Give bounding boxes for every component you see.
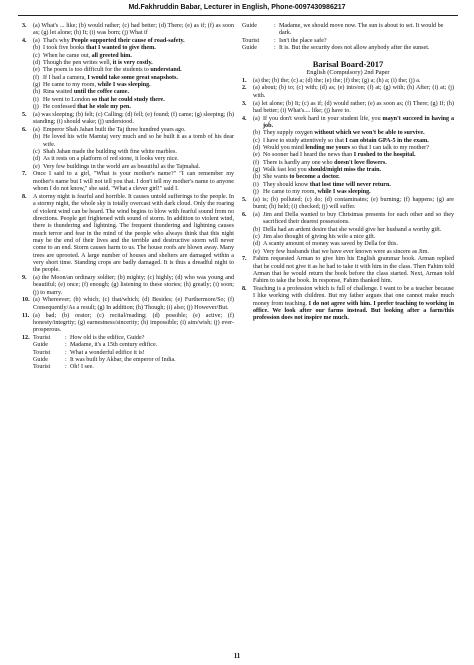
sub-item <box>253 227 454 234</box>
sub-item-plain: If you don't work hard in your student life, you <box>263 115 383 122</box>
sub-item-label: (c) <box>33 149 40 156</box>
sub-item-bold: I would take some great snapshots. <box>87 74 178 81</box>
sub-item-plain: He went to London <box>43 96 92 103</box>
sub-item-bold: so that he could study there. <box>91 96 165 103</box>
dialogue-line <box>33 342 234 349</box>
dialogue-speaker: Guide <box>33 342 48 349</box>
dialogue-colon: : <box>65 334 67 341</box>
question-number: 9. <box>22 275 27 282</box>
sub-item <box>253 167 454 174</box>
dialogue-text: Madame, it's a 15th century edifice. <box>70 342 158 349</box>
sub-item-bold: to become a doctor. <box>289 174 340 181</box>
question-number: 10. <box>22 297 30 304</box>
sub-item <box>253 182 454 189</box>
answer-text: (a) the; (b) the; (c) a; (d) the; (e) the; (f) the; (g) a; (h) a; (i) the; (j) a. <box>253 77 421 84</box>
sub-item-plain: so that I can talk to my mother? <box>350 144 429 151</box>
dialogue-speaker: Guide <box>242 23 257 29</box>
dialogue-text: Isn't the place safe? <box>279 37 327 44</box>
question-item <box>242 116 454 197</box>
sub-item-label: (d) <box>33 60 41 67</box>
question-body <box>33 335 234 372</box>
sub-item-text <box>263 167 454 174</box>
sub-item <box>33 67 234 74</box>
dialogue-colon: : <box>274 45 276 52</box>
sub-item <box>33 82 234 89</box>
sub-item-plain: They supply oxygen <box>263 130 315 137</box>
dialogue-colon: : <box>274 37 276 44</box>
sub-item-label: (b) <box>253 130 261 137</box>
sub-item-bold: that he stole my pen. <box>77 104 131 111</box>
question-number: 6. <box>22 126 27 133</box>
answer-text: (a) bad; (b) orator; (c) recital/reading; (d) possible; (e) active; (f) honesty/integrity; (g) earnestness/sincerity; (h) impossible; (i) aim/wish; (j) ever-prosperous. <box>33 312 234 334</box>
sub-item <box>253 160 454 167</box>
sub-item-bold: it is very costly. <box>112 60 153 67</box>
question-item <box>242 212 454 256</box>
sub-item-bold: People supported their cause of road-safety. <box>71 38 185 45</box>
question-item <box>242 78 454 85</box>
question-body <box>33 23 234 38</box>
question-body <box>253 256 454 285</box>
answer-text: (a) was sleeping; (b) felt; (c) Calling; (d) fell; (e) found; (f) came; (g) sleeping; (h) standing; (i) should wake; (j) understood. <box>33 111 234 126</box>
sub-item-text <box>263 138 454 145</box>
sub-item-text <box>263 116 454 131</box>
sub-item-label: (f) <box>253 159 260 166</box>
dialogue-colon: : <box>65 342 67 349</box>
sub-item <box>253 145 454 152</box>
question-item <box>22 23 234 38</box>
sub-item-text <box>263 174 454 181</box>
sub-item-label: (d) <box>33 156 41 163</box>
sub-item-text <box>43 45 234 52</box>
question-body <box>253 116 454 197</box>
sub-item-bold: that I wanted to give them. <box>86 45 156 52</box>
dialogue-speaker: Guide <box>33 356 48 363</box>
sub-item-label: (a) <box>33 126 40 133</box>
sub-item <box>253 189 454 196</box>
sub-item <box>253 249 454 256</box>
sub-item <box>253 241 454 248</box>
sub-item-label: (a) <box>33 38 40 45</box>
sub-item-text <box>263 182 454 189</box>
sub-item-bold: doesn't love flowers. <box>334 159 387 166</box>
section-subtitle: English (Compulsory) 2nd Paper <box>306 69 390 77</box>
question-body <box>33 112 234 127</box>
sub-item-plain: Rina waited <box>43 89 74 96</box>
dialogue-colon: : <box>65 364 67 371</box>
sub-item-text <box>43 75 234 82</box>
sub-item-label: (c) <box>33 52 40 59</box>
sub-item-label: (i) <box>253 181 259 188</box>
sub-item <box>253 116 454 131</box>
sub-item-plain: He confessed <box>43 104 78 111</box>
dialogue-line <box>33 364 234 371</box>
sub-item-plain: Very few husbands that we have ever known were as sincere as Jim. <box>263 248 429 255</box>
right-column <box>242 23 454 323</box>
sub-item-bold: that lost time will never return. <box>309 181 391 188</box>
question-body <box>253 286 454 323</box>
sub-item-plain: When he came out, <box>43 52 92 59</box>
sub-item-plain: He came to my room, <box>43 82 98 89</box>
dialogue-text: What a wonderful edifice it is! <box>70 349 145 356</box>
sub-item-bold: while I was sleeping. <box>317 189 371 196</box>
sub-item-plain: The poem is too difficult for the students to <box>43 67 151 74</box>
sub-item <box>253 152 454 159</box>
sub-item-label: (h) <box>33 89 41 96</box>
sub-item-label: (h) <box>253 174 261 181</box>
sub-item-plain: If I had a camera, <box>43 74 88 81</box>
sub-item-bold: mayn't succeed in having a job. <box>263 115 454 129</box>
answer-text-bold: I do not agree with him. I prefer teaching to working in office. We look after our farms instead. But looking after a farm/this profession does not inspire me much. <box>253 300 454 322</box>
question-item <box>22 112 234 127</box>
question-item <box>22 275 234 297</box>
sub-item-text <box>263 145 454 152</box>
sub-item-plain: He came to my room, <box>263 189 318 196</box>
page-number: 11 <box>233 652 241 660</box>
sub-item-text <box>43 104 234 111</box>
question-number: 11. <box>22 312 30 319</box>
sub-item-label: (e) <box>33 67 40 74</box>
question-number: 8. <box>242 286 247 293</box>
header-rule <box>18 15 458 16</box>
sub-item-bold: while I was sleeping. <box>97 82 151 89</box>
dialogue-speaker: Tourist <box>242 37 260 44</box>
question-body <box>253 78 454 85</box>
question-body <box>253 212 454 256</box>
sub-item-plain: Walk fast lest you <box>263 167 309 174</box>
question-body <box>33 297 234 312</box>
sub-item-bold: lending me yours <box>305 144 351 151</box>
dialogue-text: It was built by Akbar, the emperor of India. <box>70 356 176 363</box>
question-body <box>253 101 454 116</box>
question-number: 3. <box>242 100 247 107</box>
question-body <box>33 171 234 193</box>
sub-item-plain: Would you mind <box>263 144 306 151</box>
sub-item-text <box>263 249 454 256</box>
sub-item-text <box>43 89 234 96</box>
sub-item <box>253 130 454 137</box>
dialogue-speaker: Tourist <box>33 349 51 356</box>
continued-dialogue <box>242 23 454 52</box>
question-item <box>242 197 454 212</box>
answer-text: Fahim requested Arman to give him his English grammar book. Arman replied that he could not give it as he had to take it with him in the class. Then Fahim told Arman that he would return the book before the class started. Next, Arman told Fahim to take the book. In response, Fahim thanked him. <box>253 256 454 285</box>
answer-text: Once I said to a girl, "What is your mother's name?" "I can remember my mother's name but I will not tell you that. I don't tell my mother's name to anyone whom I do not know," she said. "What a clever girl!" said I. <box>33 171 234 193</box>
sub-item-text <box>263 241 454 248</box>
sub-item-plain: Jim also thought of giving his wife a nice gift. <box>263 233 376 240</box>
question-item <box>22 297 234 312</box>
sub-item-label: (d) <box>253 144 261 151</box>
sub-item <box>33 89 234 96</box>
sub-item-plain: Della had an ardent desire that she would give her husband a worthy gift. <box>263 226 442 233</box>
question-number: 5. <box>242 196 247 203</box>
question-body <box>253 197 454 212</box>
sub-item-text <box>263 189 454 196</box>
sub-item-label: (c) <box>253 233 260 240</box>
sub-item-label: (a) <box>253 115 260 122</box>
sub-item-label: (j) <box>33 104 39 111</box>
left-column <box>22 23 234 372</box>
question-body <box>33 194 234 275</box>
sub-item <box>253 174 454 181</box>
question-item <box>22 171 234 193</box>
answer-text: (a) about; (b) to; (c) with; (d) as; (e) into/on; (f) at; (g) with; (h) After; (i) at; (j) with. <box>253 85 454 99</box>
section-title: Barisal Board-2017 <box>312 59 384 70</box>
dialogue-colon: : <box>65 349 67 356</box>
question-number: 3. <box>22 23 27 29</box>
sub-item-text <box>263 160 454 167</box>
sub-item-plain: That's why <box>43 38 72 45</box>
question-number: 1. <box>242 77 247 84</box>
sub-item-label: (e) <box>33 163 40 170</box>
sub-item-plain: He loved his wife Mamtaj very much and so he built it as a tomb of his dear wife. <box>43 134 234 148</box>
question-number: 2. <box>242 85 247 92</box>
sub-item-bold: I can obtain GPA-5 in the exam. <box>345 137 429 144</box>
sub-item-label: (j) <box>253 189 259 196</box>
sub-item-plain: As it rests on a platform of red stone, it looks very nice. <box>43 156 179 163</box>
right-answers <box>242 78 454 323</box>
sub-item-text <box>43 134 234 149</box>
answer-text: (a) is; (b) polluted; (c) do; (d) contaminates; (e) burning; (f) happens; (g) are burnt; (h) held; (i) checked; (j) will suffer. <box>253 196 454 211</box>
dialogue-text: It is. But the security does not allow anybody after the sunset. <box>279 45 430 52</box>
dialogue-text: Oh! I see. <box>70 364 94 371</box>
sub-item <box>33 53 234 60</box>
question-number: 4. <box>22 38 27 45</box>
dialogue-colon: : <box>274 23 276 29</box>
dialogue-speaker: Tourist <box>33 364 51 371</box>
answer-text: (a) let alone; (b) It; (c) as if; (d) would rather; (e) as soon as; (f) There; (g) If; (h) had better; (i) What's.... like; (j) have to. <box>253 100 454 114</box>
dialogue-text: Madame, we should move now. The sun is about to set. It would be dark. <box>279 23 444 37</box>
sub-item-label: (i) <box>33 96 39 103</box>
sub-item <box>33 134 234 149</box>
question-number: 7. <box>242 256 247 263</box>
sub-item-label: (b) <box>33 45 41 52</box>
dialogue-line <box>242 45 454 52</box>
answer-text: A stormy night is fearful and horrible. It causes untold sufferings to the people. In a stormy night, the whole sky is totally overcast with dark cloud. Only the roaring of violent wind can be heard. The wind begins to blow with fearful sound from no directions. People get frightened with sound of storm. In addition to violent wind, there is thundering and lightning. The frequent thundering and lightning causes much terror and fear in the mind of the people who always think that this night may be the end of their lives and the terrible and destructive storm will never come to an end. Storm causes harm to us. The house roofs are blown away. Many trees are uprooted. A large number of houses and shelters are damaged within a very short time. Standing crops are badly damaged. It is thus a dreadful night to the people. <box>33 193 234 274</box>
dialogue-line <box>33 357 234 364</box>
sub-item-plain: I took five books <box>43 45 86 52</box>
sub-item-label: (c) <box>253 137 260 144</box>
sub-item-plain: She wants <box>263 174 290 181</box>
sub-item-plain: Though the pen writes well, <box>43 60 113 67</box>
sub-item <box>33 75 234 82</box>
sub-item-label: (g) <box>33 82 41 89</box>
dialogue-speaker: Guide <box>242 45 257 52</box>
answer-text: (a) the Moon/an ordinary soldier; (b) mighty; (c) highly; (d) who was young and beautiful; (e) once; (f) enough; (g) listening to these stories; (h) greatly; (i) soon; (j) to marry. <box>33 275 234 296</box>
sub-item-text <box>43 164 234 171</box>
question-number: 5. <box>22 111 27 118</box>
sub-item-plain: I have to study attentively so that <box>263 137 346 144</box>
dialogue-text: How old is the edifice, Guide? <box>70 334 145 341</box>
answer-text: (a) Whereever; (b) which; (c) that/which; (d) Besides; (e) Furthermore/So; (f) Consequently/As a result; (g) In addition; (h) Though; (i) also; (j) However/But. <box>33 297 234 311</box>
sub-item-plain: A scanty amount of money was saved by Della for this. <box>263 241 398 248</box>
sub-item-plain: No sooner had I heard the news than <box>263 152 354 159</box>
sub-item-plain: There is hardly any one who <box>263 159 335 166</box>
question-item <box>22 127 234 171</box>
sub-item-bold: all greeted him. <box>91 52 132 59</box>
dialogue-speaker: Tourist <box>33 334 51 341</box>
dialogue-colon: : <box>65 356 67 363</box>
question-item <box>242 101 454 116</box>
question-body <box>33 313 234 335</box>
sub-item-label: (e) <box>253 248 260 255</box>
dialogue-line <box>242 38 454 45</box>
sub-item-plain: Shah Jahan made the building with fine white marbles. <box>43 149 177 156</box>
sub-item-bold: understand. <box>150 67 182 74</box>
question-body <box>33 275 234 297</box>
question-item <box>22 313 234 335</box>
sub-item-bold: until the coffee came. <box>73 89 129 96</box>
question-number: 8. <box>22 193 27 200</box>
sub-item-plain: Very few buildings in the world are as beautiful as the Tajmahal. <box>43 163 201 170</box>
sub-item-text <box>263 152 454 159</box>
dialogue-line <box>242 23 454 38</box>
question-item <box>22 194 234 275</box>
sub-item-text <box>43 156 234 163</box>
question-number: 6. <box>242 211 247 218</box>
sub-item-label: (e) <box>253 152 260 159</box>
sub-item-label: (g) <box>253 167 261 174</box>
question-item <box>22 38 234 111</box>
sub-item-text <box>43 53 234 60</box>
sub-item <box>33 156 234 163</box>
sub-item <box>33 45 234 52</box>
sub-item <box>33 164 234 171</box>
question-item <box>22 335 234 372</box>
sub-item-label: (a) <box>253 211 260 218</box>
sub-item-text <box>263 130 454 137</box>
sub-item-text <box>263 212 454 227</box>
sub-item <box>253 138 454 145</box>
sub-item-text <box>43 82 234 89</box>
sub-item-plain: Emperor Shah Jahan built the Taj three hundred years ago. <box>43 126 186 133</box>
sub-item-plain: Jim and Della wanted to buy Christmas presents for each other and so they sacrificed their dearest possessions. <box>263 211 454 226</box>
dialogue-line <box>33 350 234 357</box>
question-item <box>242 256 454 285</box>
sub-item-plain: They should know <box>263 181 310 188</box>
sub-item-text <box>263 227 454 234</box>
page-header: Md.Fakhruddin Babar, Lecturer in English, Phone-0097430986217 <box>128 4 346 11</box>
question-body <box>33 38 234 111</box>
answer-text: (a) What's ... like; (b) would rather; (c) had better; (d) There; (e) as if; (f) as soon as; (g) let alone; (h) It; (i) was born; (j) What if <box>33 23 234 37</box>
question-number: 4. <box>242 115 247 122</box>
sub-item-label: (b) <box>253 226 261 233</box>
question-number: 12. <box>22 334 30 341</box>
sub-item-label: (d) <box>253 241 261 248</box>
sub-item-bold: should/might miss the train. <box>308 167 382 174</box>
sub-item-label: (b) <box>33 134 41 141</box>
sub-item <box>33 104 234 111</box>
sub-item-bold: without which we won't be able to survive. <box>314 130 425 137</box>
question-body <box>253 85 454 100</box>
sub-item-text <box>43 67 234 74</box>
answer-text: Teaching is a profession which is full of challenge. I want to be a teacher because I like working with children. But my father argues that one cannot make much money from teaching. <box>253 286 454 307</box>
question-item <box>242 286 454 323</box>
sub-item <box>253 212 454 227</box>
sub-item-label: (f) <box>33 74 40 81</box>
question-body <box>33 127 234 171</box>
question-number: 7. <box>22 171 27 178</box>
question-item <box>242 85 454 100</box>
sub-item-bold: I rushed to the hospital. <box>353 152 416 159</box>
